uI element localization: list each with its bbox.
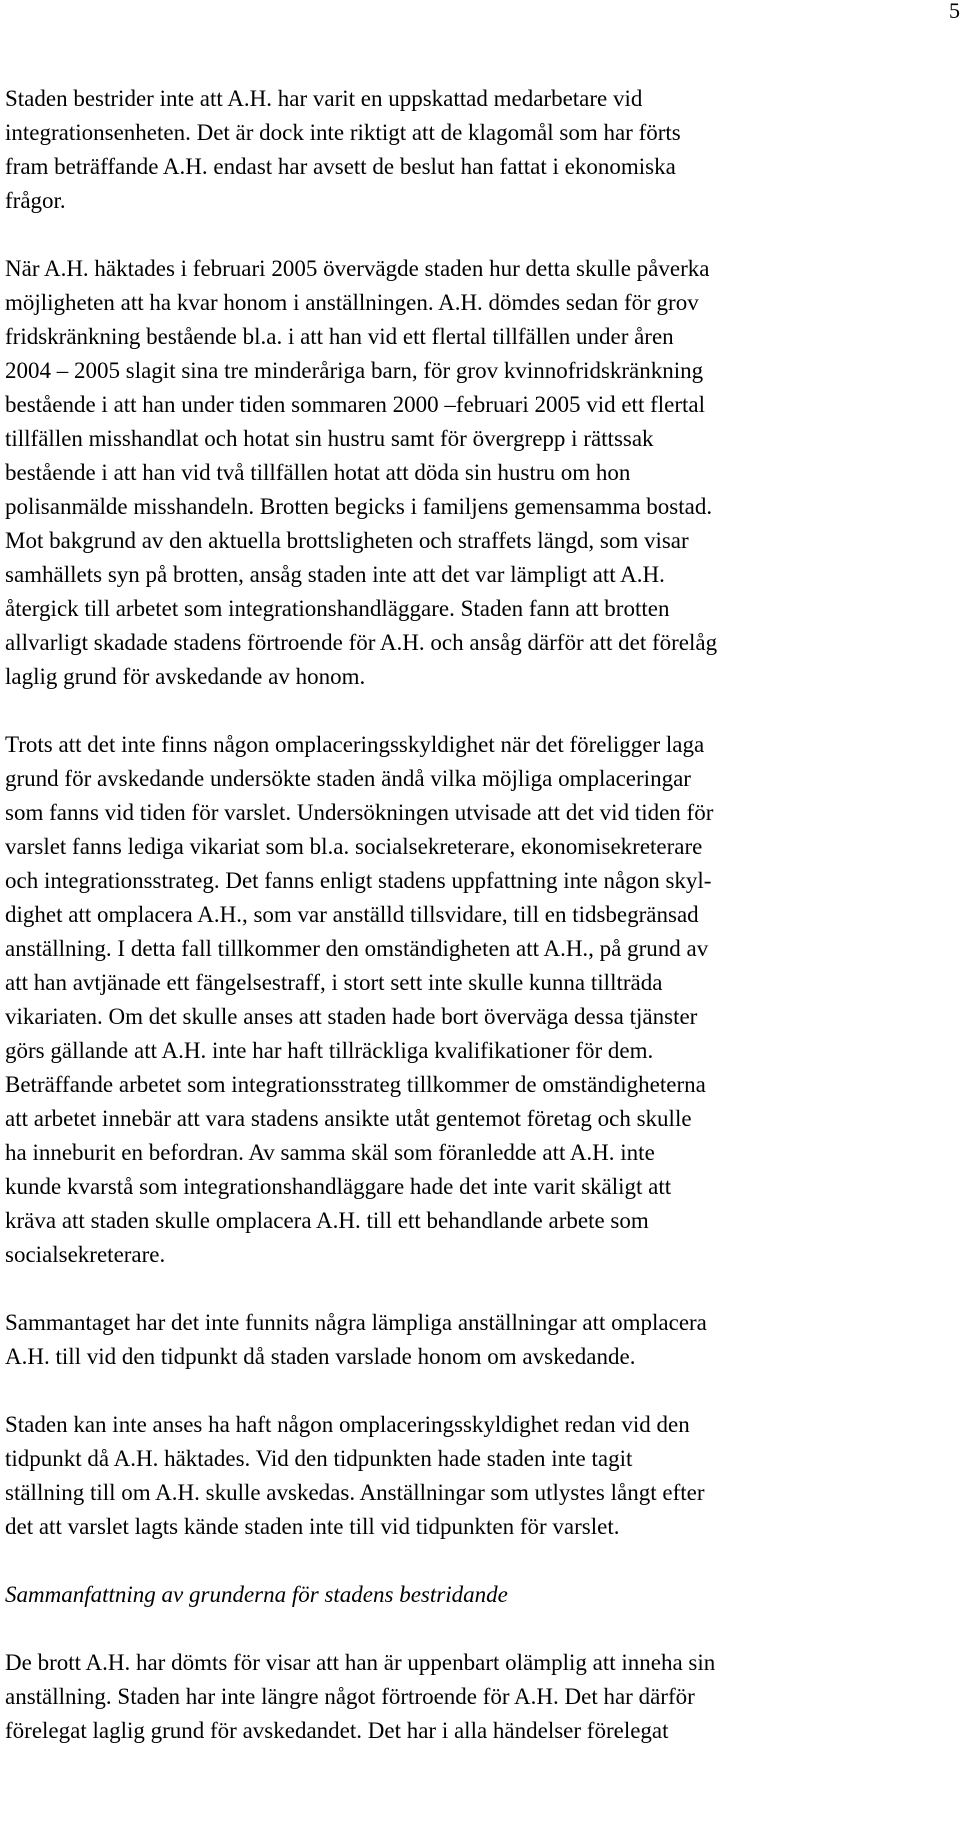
text-line: 2004 – 2005 slagit sina tre minderåriga barn, för grov kvinnofridskränkning	[5, 358, 704, 383]
text-line: A.H. till vid den tidpunkt då staden varslade honom om avskedande.	[5, 1344, 636, 1369]
text-line: tillfällen misshandlat och hotat sin hustru samt för övergrepp i rättssak	[5, 426, 654, 451]
text-line: kunde kvarstå som integrationshandläggare hade det inte varit skäligt att	[5, 1174, 672, 1199]
paragraph-gap	[5, 1272, 960, 1306]
text-line: varslet fanns lediga vikariat som bl.a. socialsekreterare, ekonomisekreterare	[5, 834, 703, 859]
paragraph-gap	[5, 1612, 960, 1646]
paragraph-final	[5, 1646, 960, 1748]
text-line: allvarligt skadade stadens förtroende för A.H. och ansåg därför att det förelåg	[5, 630, 718, 655]
text-line: Staden kan inte anses ha haft någon omplaceringsskyldighet redan vid den	[5, 1412, 690, 1437]
text-line: integrationsenheten. Det är dock inte riktigt att de klagomål som har förts	[5, 120, 681, 145]
text-line: kräva att staden skulle omplacera A.H. till ett behandlande arbete som	[5, 1208, 649, 1233]
text-line: som fanns vid tiden för varslet. Undersökningen utvisade att det vid tiden för	[5, 800, 714, 825]
text-line: görs gällande att A.H. inte har haft tillräckliga kvalifikationer för dem.	[5, 1038, 654, 1063]
text-line: återgick till arbetet som integrationshandläggare. Staden fann att brotten	[5, 596, 670, 621]
text-line: grund för avskedande undersökte staden ändå vilka möjliga omplaceringar	[5, 766, 691, 791]
text-line: laglig grund för avskedande av honom.	[5, 664, 366, 689]
text-line: samhällets syn på brotten, ansåg staden inte att det var lämpligt att A.H.	[5, 562, 665, 587]
paragraph-gap	[5, 218, 960, 252]
text-line: Trots att det inte finns någon omplaceringsskyldighet när det föreligger laga	[5, 732, 705, 757]
text-line: fridskränkning bestående bl.a. i att han vid ett flertal tillfällen under åren	[5, 324, 674, 349]
text-line: anställning. Staden har inte längre något förtroende för A.H. Det har därför	[5, 1684, 695, 1709]
text-line: förelegat laglig grund för avskedandet. Det har i alla händelser förelegat	[5, 1718, 669, 1743]
paragraph-gap	[5, 1374, 960, 1408]
text-line: Beträffande arbetet som integrationsstrateg tillkommer de omständigheterna	[5, 1072, 706, 1097]
text-line: att han avtjänade ett fängelsestraff, i stort sett inte skulle kunna tillträda	[5, 970, 663, 995]
text-line: De brott A.H. har dömts för visar att han är uppenbart olämplig att inneha sin	[5, 1650, 716, 1675]
text-line: tidpunkt då A.H. häktades. Vid den tidpunkten hade staden inte tagit	[5, 1446, 633, 1471]
text-line: vikariaten. Om det skulle anses att staden hade bort överväga dessa tjänster	[5, 1004, 698, 1029]
text-line: socialsekreterare.	[5, 1242, 166, 1267]
text-line: anställning. I detta fall tillkommer den omständigheten att A.H., på grund av	[5, 936, 709, 961]
paragraph-4	[5, 1306, 960, 1374]
text-line: Sammantaget har det inte funnits några lämpliga anställningar att omplacera	[5, 1310, 707, 1335]
text-line: När A.H. häktades i februari 2005 övervägde staden hur detta skulle påverka	[5, 256, 710, 281]
text-line: och integrationsstrateg. Det fanns enligt stadens uppfattning inte någon skyl-	[5, 868, 712, 893]
text-line: ställning till om A.H. skulle avskedas. Anställningar som utlystes långt efter	[5, 1480, 705, 1505]
text-line: bestående i att han vid två tillfällen hotat att döda sin hustru om hon	[5, 460, 631, 485]
page-number: 5	[949, 0, 960, 23]
paragraph-2	[5, 252, 960, 694]
text-line: möjligheten att ha kvar honom i anställningen. A.H. dömdes sedan för grov	[5, 290, 699, 315]
text-line: Mot bakgrund av den aktuella brottsligheten och straffets längd, som visar	[5, 528, 689, 553]
paragraph-5	[5, 1408, 960, 1544]
paragraph-gap	[5, 1544, 960, 1578]
text-line: ha inneburit en befordran. Av samma skäl som föranledde att A.H. inte	[5, 1140, 655, 1165]
text-line: dighet att omplacera A.H., som var anställd tillsvidare, till en tidsbegränsad	[5, 902, 699, 927]
paragraph-gap	[5, 694, 960, 728]
paragraph-3	[5, 728, 960, 1272]
text-line: fram beträffande A.H. endast har avsett de beslut han fattat i ekonomiska	[5, 154, 676, 179]
text-line: det att varslet lagts kände staden inte till vid tidpunkten för varslet.	[5, 1514, 620, 1539]
section-heading-text: Sammanfattning av grunderna för stadens bestridande	[5, 1582, 508, 1607]
text-line: bestående i att han under tiden sommaren 2000 –februari 2005 vid ett flertal	[5, 392, 705, 417]
text-line: frågor.	[5, 188, 66, 213]
section-heading	[5, 1578, 960, 1612]
text-line: polisanmälde misshandeln. Brotten begicks i familjens gemensamma bostad.	[5, 494, 713, 519]
text-line: Staden bestrider inte att A.H. har varit en uppskattad medarbetare vid	[5, 86, 643, 111]
text-line: att arbetet innebär att vara stadens ansikte utåt gentemot företag och skulle	[5, 1106, 692, 1131]
paragraph-1	[5, 82, 960, 218]
